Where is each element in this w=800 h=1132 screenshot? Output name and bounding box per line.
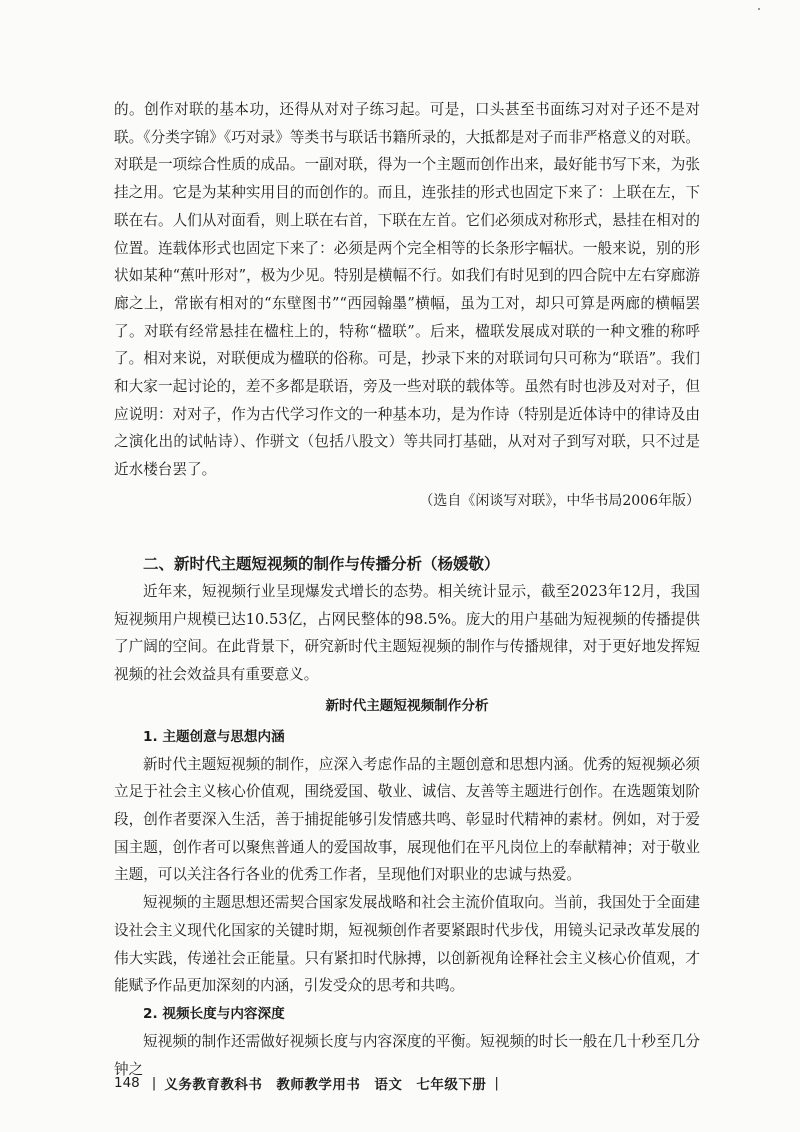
source-note: （选自《闲谈写对联》，中华书局2006年版） — [419, 492, 700, 509]
page-footer — [114, 1073, 499, 1093]
page-body — [114, 96, 700, 1083]
footer-separator: | — [151, 1075, 157, 1091]
section-title: 二、新时代主题短视频的制作与传播分析（杨媛敬） — [143, 554, 500, 573]
footer-separator-end: | — [494, 1075, 499, 1091]
intro-paragraph: 的。创作对联的基本功，还得从对对子练习起。可是，口头甚至书面练习对对子还不是对联。《分类字锦》《巧对录》等类书与联话书籍所录的，大抵都是对子而非严格意义的对联。对联是一项综合性质的成品。一副对联，得为一个主题而创作出来，最好能书写下来，为张挂之用。它是为某种实用目的而创作的。而且，连张挂的形式也固定下来了：上联在左，下联在右。人们从对面看，则上联在右首，下联在左首。它们必须成对称形式，悬挂在相对的位置。连载体形式也固定下来了：必须是两个完全相等的长条形字幅状。一般来说，别的形状如某种“蕉叶形对”，极为少见。特别是横幅不行。如我们有时见到的四合院中左右穿廊游廊之上，常嵌有相对的“东壁图书”“西园翰墨”横幅，虽为工对，却只可算是两廊的横幅罢了。对联有经常悬挂在楹柱上的，特称“楹联”。后来，楹联发展成对联的一种文雅的称呼了。相对来说，对联便成为楹联的俗称。可是，抄录下来的对联词句只可称为“联语”。我们和大家一起讨论的，差不多都是联语，旁及一些对联的载体等。虽然有时也涉及对对子，但应说明：对对子，作为古代学习作文的一种基本功，是为作诗（特别是近体诗中的律诗及由之演化出的试帖诗）、作骈文（包括八股文）等共同打基础，从对对子到写对联，只不过是近水楼台罢了。 — [114, 101, 700, 479]
paragraph-theme-1: 新时代主题短视频的制作，应深入考虑作品的主题创意和思想内涵。优秀的短视频必须立足于社会主义核心价值观，围绕爱国、敬业、诚信、友善等主题进行创作。在选题策划阶段，创作者要深入生活，善于捕捉能够引发情感共鸣、彰显时代精神的素材。例如，对于爱国主题，创作者可以聚焦普通人的爱国故事，展现他们在平凡岗位上的奉献精神；对于敬业主题，可以关注各行各业的优秀工作者，呈现他们对职业的忠诚与热爱。 — [114, 755, 700, 884]
subhead-length: 2. 视频长度与内容深度 — [143, 1005, 285, 1022]
page-number: 148 — [114, 1075, 140, 1091]
paragraph-theme-2: 短视频的主题思想还需契合国家发展战略和社会主流价值取向。当前，我国处于全面建设社会主义现代化国家的关键时期，短视频创作者要紧跟时代步伐，用镜头记录改革发展的伟大实践，传递社会正能量。只有紧扣时代脉搏，以创新视角诠释社会主义核心价值观，才能赋予作品更加深刻的内涵，引发受众的思考和共鸣。 — [114, 894, 700, 995]
subhead-theme: 1. 主题创意与思想内涵 — [143, 728, 285, 745]
paragraph-length-1: 短视频的制作还需做好视频长度与内容深度的平衡。短视频的时长一般在几十秒至几分钟之 — [114, 1032, 700, 1078]
scan-mark — [758, 8, 760, 10]
center-title: 新时代主题短视频制作分析 — [325, 697, 489, 714]
section-paragraph: 近年来，短视频行业呈现爆发式增长的态势。相关统计显示，截至2023年12月，我国短视频用户规模已达10.53亿，占网民整体的98.5%。庞大的用户基础为短视频的传播提供了广阔的空间。在此背景下，研究新时代主题短视频的制作与传播规律，对于更好地发挥短视频的社会效益具有重要意义。 — [114, 582, 700, 683]
footer-book-title: 义务教育教科书 教师教学用书 语文 七年级下册 — [164, 1077, 487, 1093]
